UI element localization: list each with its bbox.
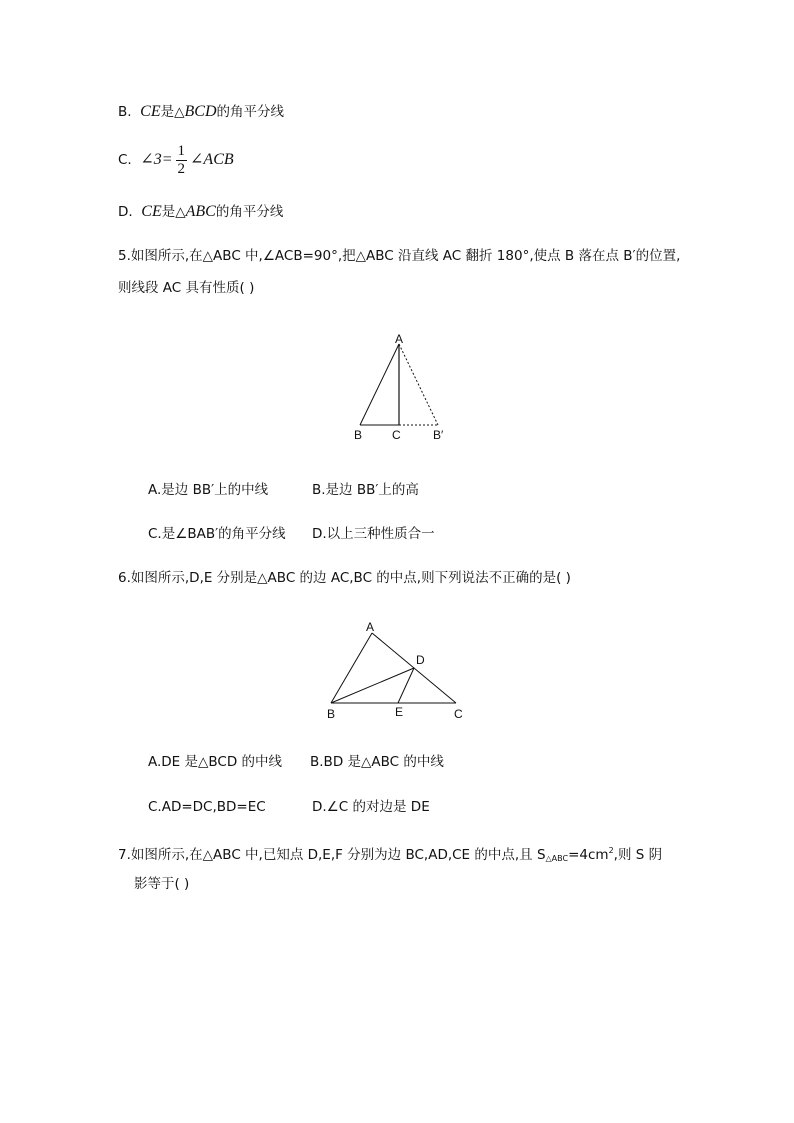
triangle-bcd: BCD <box>184 103 217 120</box>
option-label: B. <box>118 104 132 120</box>
q5-figure <box>345 330 465 450</box>
segment-ab <box>360 344 399 425</box>
q7-stem-line2: 影等于( ) <box>134 876 190 892</box>
q7-text-pre: 7.如图所示,在△ABC 中,已知点 D,E,F 分别为边 BC,AD,CE 的中点,且 S <box>118 847 546 863</box>
q5-option-d: D.以上三种性质合一 <box>312 526 435 542</box>
option-text: 是△ <box>160 104 185 120</box>
label-b-prime: B′ <box>433 428 444 442</box>
q7-subscript: △ABC <box>545 854 569 863</box>
q6-figure <box>322 616 472 726</box>
angle-3: ∠3= <box>140 151 173 168</box>
segment-ce: CE <box>140 103 161 120</box>
option-label: D. <box>118 204 133 220</box>
q6-option-c: C.AD=DC,BD=EC <box>148 799 266 815</box>
q7-superscript: 2 <box>608 846 614 855</box>
option-tail: 的角平分线 <box>215 204 284 220</box>
segment-bd <box>331 668 414 703</box>
q7-stem-line1 <box>118 841 662 869</box>
label-d: D <box>416 653 425 667</box>
q5-option-a: A.是边 BB′上的中线 <box>148 482 269 498</box>
fraction-half <box>176 143 188 178</box>
q6-option-a: A.DE 是△BCD 的中线 <box>148 754 283 770</box>
q5-option-b: B.是边 BB′上的高 <box>312 482 419 498</box>
option-tail: 的角平分线 <box>216 104 284 120</box>
q7-area-value: =4cm <box>568 847 609 863</box>
label-a: A <box>366 620 375 634</box>
q6-option-d: D.∠C 的对边是 DE <box>312 799 430 815</box>
segment-ab <box>331 633 372 703</box>
label-b: B <box>327 707 336 721</box>
triangle-abc: ABC <box>185 203 216 220</box>
label-b: B <box>354 428 363 442</box>
q4-option-c <box>118 140 234 180</box>
fraction-denominator: 2 <box>177 160 186 177</box>
q6-option-b: B.BD 是△ABC 的中线 <box>310 754 444 770</box>
label-c: C <box>392 428 401 442</box>
segment-ab-prime-dashed <box>399 344 438 425</box>
q4-option-b <box>118 102 284 122</box>
q5-stem-line1: 5.如图所示,在△ABC 中,∠ACB=90°,把△ABC 沿直线 AC 翻折 180°,使点 B 落在点 B′的位置, <box>118 248 681 264</box>
label-c: C <box>454 707 463 721</box>
q7-text-post: ,则 S 阴 <box>613 847 663 863</box>
label-a: A <box>395 332 404 346</box>
q5-stem-line2: 则线段 AC 具有性质( ) <box>118 280 255 296</box>
q6-stem-line1: 6.如图所示,D,E 分别是△ABC 的边 AC,BC 的中点,则下列说法不正确的是( ) <box>118 570 571 586</box>
option-label: C. <box>118 152 132 168</box>
q4-option-d <box>118 202 283 222</box>
angle-symbol: ∠ <box>190 151 204 168</box>
segment-ce: CE <box>141 203 162 220</box>
q5-option-c: C.是∠BAB′的角平分线 <box>148 526 286 542</box>
fraction-numerator: 1 <box>177 142 186 159</box>
label-e: E <box>395 705 404 719</box>
angle-acb: ACB <box>203 151 234 168</box>
option-text: 是△ <box>161 204 186 220</box>
